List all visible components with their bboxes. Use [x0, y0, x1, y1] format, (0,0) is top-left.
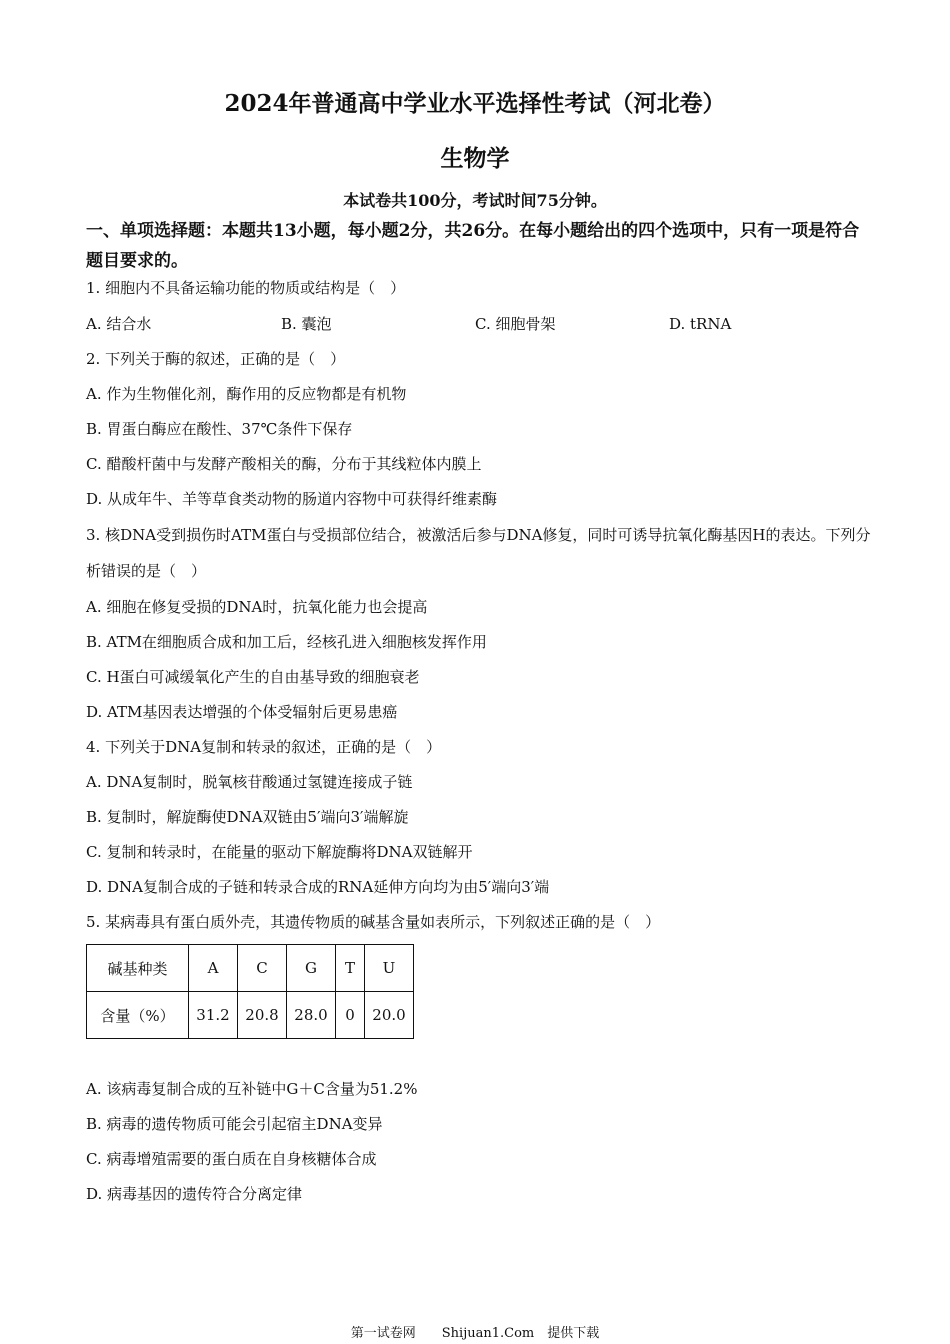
- q1-option-a: A. 结合水: [86, 315, 152, 333]
- q3-option-d: D. ATM基因表达增强的个体受辐射后更易患癌: [86, 703, 398, 721]
- q4-option-d: D. DNA复制合成的子链和转录合成的RNA延伸方向均为由5′端向3′端: [86, 878, 550, 896]
- q3-stem: 3. 核DNA受到损伤时ATM蛋白与受损部位结合，被激活后参与DNA修复，同时可诱导抗氧化酶基因H的表达。下列分析错误的是（ ）: [86, 526, 871, 580]
- exam-subject: 生物学: [440, 145, 510, 172]
- base-content-table: [86, 944, 414, 1039]
- q5-stem: 5. 某病毒具有蛋白质外壳，其遗传物质的碱基含量如表所示，下列叙述正确的是（ ）: [86, 913, 661, 931]
- q4-option-a: A. DNA复制时，脱氧核苷酸通过氢键连接成子链: [86, 773, 413, 791]
- q1-stem: 1. 细胞内不具备运输功能的物质或结构是（ ）: [86, 279, 406, 297]
- q3-option-b: B. ATM在细胞质合成和加工后，经核孔进入细胞核发挥作用: [86, 633, 487, 651]
- q2-option-d: D. 从成年牛、羊等草食类动物的肠道内容物中可获得纤维素酶: [86, 490, 498, 508]
- exam-info: 本试卷共100分，考试时间75分钟。: [343, 191, 607, 210]
- table-cell: 28.0: [287, 992, 336, 1039]
- table-cell: G: [287, 945, 336, 992]
- q4-option-c: C. 复制和转录时，在能量的驱动下解旋酶将DNA双链解开: [86, 843, 473, 861]
- page-footer: 第一试卷网 Shijuan1.Com 提供下载: [350, 1326, 600, 1341]
- q2-stem: 2. 下列关于酶的叙述，正确的是（ ）: [86, 350, 346, 368]
- table-cell: U: [365, 945, 414, 992]
- q3-option-a: A. 细胞在修复受损的DNA时，抗氧化能力也会提高: [86, 598, 428, 616]
- table-row: [87, 992, 414, 1039]
- q1-option-d: D. tRNA: [669, 315, 732, 333]
- table-header-cell: 碱基种类: [87, 945, 189, 992]
- table-row: [87, 945, 414, 992]
- table-cell: 20.8: [238, 992, 287, 1039]
- q2-option-a: A. 作为生物催化剂，酶作用的反应物都是有机物: [86, 385, 407, 403]
- exam-title: 2024年普通高中学业水平选择性考试（河北卷）: [224, 90, 726, 117]
- table-cell: 0: [336, 992, 365, 1039]
- q4-option-b: B. 复制时，解旋酶使DNA双链由5′端向3′端解旋: [86, 808, 409, 826]
- table-cell: T: [336, 945, 365, 992]
- q5-option-c: C. 病毒增殖需要的蛋白质在自身核糖体合成: [86, 1150, 377, 1168]
- table-cell: 20.0: [365, 992, 414, 1039]
- q2-option-c: C. 醋酸杆菌中与发酵产酸相关的酶，分布于其线粒体内膜上: [86, 455, 482, 473]
- table-cell: 31.2: [189, 992, 238, 1039]
- q5-option-d: D. 病毒基因的遗传符合分离定律: [86, 1185, 303, 1203]
- q5-option-a: A. 该病毒复制合成的互补链中G＋C含量为51.2%: [86, 1080, 418, 1098]
- q2-option-b: B. 胃蛋白酶应在酸性、37℃条件下保存: [86, 420, 353, 438]
- q1-option-b: B. 囊泡: [281, 315, 332, 333]
- q3-option-c: C. H蛋白可减缓氧化产生的自由基导致的细胞衰老: [86, 668, 420, 686]
- table-header-cell: 含量（%）: [87, 992, 189, 1039]
- q5-option-b: B. 病毒的遗传物质可能会引起宿主DNA变异: [86, 1115, 383, 1133]
- section-heading: 一、单项选择题：本题共13小题，每小题2分，共26分。在每小题给出的四个选项中，只有一项是符合题目要求的。: [86, 221, 860, 271]
- q4-stem: 4. 下列关于DNA复制和转录的叙述，正确的是（ ）: [86, 738, 442, 756]
- table-cell: A: [189, 945, 238, 992]
- table-cell: C: [238, 945, 287, 992]
- q1-option-c: C. 细胞骨架: [475, 315, 556, 333]
